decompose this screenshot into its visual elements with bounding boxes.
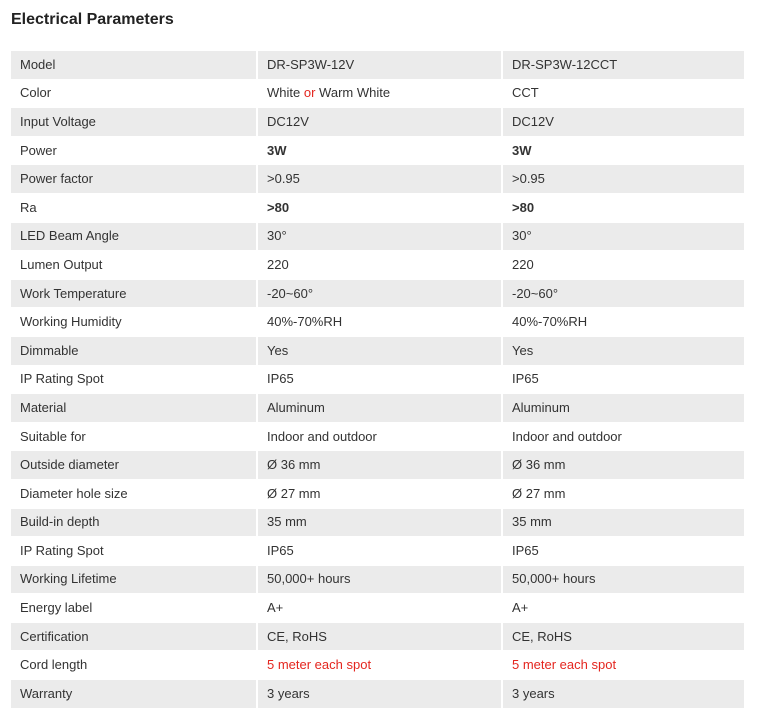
- param-label: Working Humidity: [11, 308, 257, 337]
- table-row: [11, 336, 744, 365]
- param-label: Lumen Output: [11, 251, 257, 280]
- param-label: IP Rating Spot: [11, 365, 257, 394]
- param-value-b: 3W: [502, 136, 744, 165]
- table-row: [11, 537, 744, 566]
- param-value-b: Indoor and outdoor: [502, 422, 744, 451]
- param-value-b: IP65: [502, 537, 744, 566]
- param-label: LED Beam Angle: [11, 222, 257, 251]
- param-label: Cord length: [11, 651, 257, 680]
- param-value-b: Yes: [502, 336, 744, 365]
- param-value-a: >0.95: [257, 165, 502, 194]
- param-value-b: 30°: [502, 222, 744, 251]
- param-value-b: DC12V: [502, 108, 744, 137]
- param-value-a: 5 meter each spot: [257, 651, 502, 680]
- param-value-a: Indoor and outdoor: [257, 422, 502, 451]
- table-row: [11, 165, 744, 194]
- table-row: [11, 594, 744, 623]
- param-value-b: DR-SP3W-12CCT: [502, 51, 744, 79]
- param-label: Suitable for: [11, 422, 257, 451]
- param-label: Energy label: [11, 594, 257, 623]
- param-value-b: Ø 27 mm: [502, 479, 744, 508]
- param-value-b: CCT: [502, 79, 744, 108]
- param-value-a: 30°: [257, 222, 502, 251]
- param-value-a: DC12V: [257, 108, 502, 137]
- color-option-white: White: [267, 85, 301, 101]
- param-value-a: 3W: [257, 136, 502, 165]
- param-value-a: 40%-70%RH: [257, 308, 502, 337]
- param-label: Input Voltage: [11, 108, 257, 137]
- table-row: [11, 308, 744, 337]
- param-value-a: Ø 36 mm: [257, 451, 502, 480]
- table-row: [11, 251, 744, 280]
- table-row: [11, 51, 744, 79]
- electrical-parameters-table: [11, 51, 744, 709]
- table-row: [11, 508, 744, 537]
- param-value-a: CE, RoHS: [257, 622, 502, 651]
- param-value-a: 220: [257, 251, 502, 280]
- param-value-b: 5 meter each spot: [502, 651, 744, 680]
- param-value-b: 220: [502, 251, 744, 280]
- param-value-b: >80: [502, 193, 744, 222]
- table-row: [11, 193, 744, 222]
- table-row: [11, 451, 744, 480]
- table-row: [11, 136, 744, 165]
- table-row: [11, 108, 744, 137]
- param-value-b: Ø 36 mm: [502, 451, 744, 480]
- param-value-b: 40%-70%RH: [502, 308, 744, 337]
- page-title: Electrical Parameters: [11, 11, 174, 28]
- table-row: [11, 622, 744, 651]
- table-row: [11, 79, 744, 108]
- param-label: Dimmable: [11, 336, 257, 365]
- table-row: [11, 422, 744, 451]
- table-row: [11, 365, 744, 394]
- param-value-b: >0.95: [502, 165, 744, 194]
- param-value-b: IP65: [502, 365, 744, 394]
- table-row: [11, 279, 744, 308]
- param-value-a: 50,000+ hours: [257, 565, 502, 594]
- param-value-a: 3 years: [257, 680, 502, 709]
- param-label: Certification: [11, 622, 257, 651]
- table-row: [11, 394, 744, 423]
- param-value-a: >80: [257, 193, 502, 222]
- param-value-a: -20~60°: [257, 279, 502, 308]
- param-value-b: A+: [502, 594, 744, 623]
- param-value-a: [257, 79, 502, 108]
- param-label: Work Temperature: [11, 279, 257, 308]
- param-label: Warranty: [11, 680, 257, 709]
- table-row: [11, 565, 744, 594]
- param-value-a: Aluminum: [257, 394, 502, 423]
- param-label: Working Lifetime: [11, 565, 257, 594]
- table-row: [11, 479, 744, 508]
- param-value-b: Aluminum: [502, 394, 744, 423]
- param-label: Color: [11, 79, 257, 108]
- param-label: Diameter hole size: [11, 479, 257, 508]
- param-label: Material: [11, 394, 257, 423]
- param-value-b: CE, RoHS: [502, 622, 744, 651]
- param-value-b: 35 mm: [502, 508, 744, 537]
- param-label: IP Rating Spot: [11, 537, 257, 566]
- table-row: [11, 222, 744, 251]
- param-value-a: DR-SP3W-12V: [257, 51, 502, 79]
- param-value-a: IP65: [257, 537, 502, 566]
- color-or-text: or: [303, 85, 316, 101]
- param-label: Ra: [11, 193, 257, 222]
- param-label: Build-in depth: [11, 508, 257, 537]
- param-value-b: -20~60°: [502, 279, 744, 308]
- param-label: Model: [11, 51, 257, 79]
- color-option-warm-white: Warm White: [319, 85, 391, 101]
- param-value-b: 3 years: [502, 680, 744, 709]
- param-value-a: A+: [257, 594, 502, 623]
- param-label: Power: [11, 136, 257, 165]
- param-label: Outside diameter: [11, 451, 257, 480]
- table-row: [11, 651, 744, 680]
- param-label: Power factor: [11, 165, 257, 194]
- param-value-b: 50,000+ hours: [502, 565, 744, 594]
- param-value-a: Ø 27 mm: [257, 479, 502, 508]
- param-value-a: 35 mm: [257, 508, 502, 537]
- param-value-a: IP65: [257, 365, 502, 394]
- param-value-a: Yes: [257, 336, 502, 365]
